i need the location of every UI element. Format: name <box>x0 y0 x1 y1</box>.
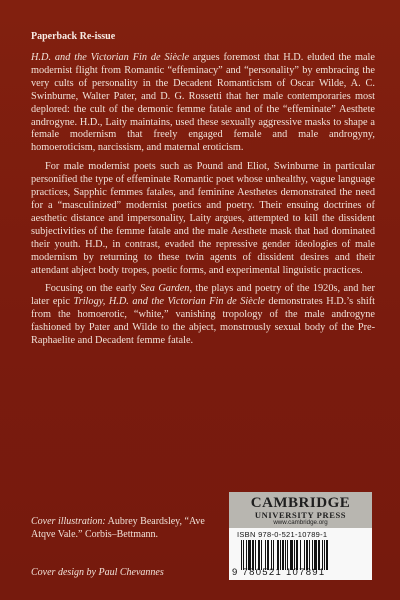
blurb-paragraph-2: For male modernist poets such as Pound and Eliot, Swinburne in particular personified the type of effeminate Romantic poet whose unhealthy, vague language practices, Sapphic femmes fatales, and feminine Aesthetes demonstrated the need for a “masculinized” modernist poetics and poetry. Their ensuing doctrines of aesthetic distance and impersonality, Laity argues, attempted to kill the dissident subjectivities of the femme fatale and the male Aesthete mask that had dominated their youth. H.D., in contrast, evaded the repressive gender ideologies of male modernism by returning to these twin agents of dissident desires and their attendant abject body tropes, poetic forms, and experimental linguistic practices. <box>31 161 375 276</box>
barcode-image <box>241 540 363 570</box>
p3-part-a: Focusing on the early <box>45 283 141 295</box>
publisher-name: CAMBRIDGE <box>250 495 351 511</box>
cover-illustration-credit <box>31 516 221 541</box>
p3-part-b: , the plays and poetry of the 1920s, and her later epic <box>31 283 375 308</box>
cover-design-credit <box>31 567 164 580</box>
barcode-digits: 9 780521 107891 <box>232 567 326 578</box>
sea-garden-title: Sea Garden <box>140 283 190 295</box>
blurb-paragraph-1 <box>31 52 375 155</box>
trilogy-title: Trilogy, H.D. and the Victorian Fin de Siècle <box>73 296 265 308</box>
isbn-text: ISBN 978-0-521-10789-1 <box>237 530 328 539</box>
illustration-text: Aubrey Beardsley, “Ave Atqve Vale.” Corbis–Bettmann. <box>31 516 205 540</box>
publisher-subtitle: UNIVERSITY PRESS <box>254 510 347 520</box>
blurb-paragraph-3 <box>31 283 375 348</box>
publisher-band <box>229 492 372 528</box>
illustration-label: Cover illustration: <box>31 516 106 527</box>
design-credit-text: Cover design by Paul Chevannes <box>31 567 164 578</box>
reissue-label: Paperback Re-issue <box>31 31 116 42</box>
p3-part-c: demonstrates H.D.’s shift from the homoerotic, “white,” vanishing tropology of the male androgyne fashioned by Pater and Wilde to the abject, monstrously sexual body of the Pre-Raphaelite and Decadent femme fatale. <box>31 296 376 347</box>
blurb <box>31 52 375 354</box>
publisher-barcode-box <box>229 492 372 580</box>
publisher-url: www.cambridge.org <box>273 519 328 526</box>
blurb-paragraph-1-text: argues foremost that H.D. eluded the male modernist flight from Romantic “effeminacy” and “personality” by embracing the very cults of personality in the Decadent Romanticism of Oscar Wilde, A. C. Swinburne, Walter Pater, and D. G. Rossetti that her male contemporaries most deplored: the cult of the demonic femme fatale and of the “effeminate” Aesthete androgyne. H.D., Laity maintains, used these sexually aggressive masks to shape a female modernism that freely engaged female and male androgyny, homoeroticism, narcissism, and maternal eroticism. <box>31 52 375 154</box>
book-title-italic: H.D. and the Victorian Fin de Siècle <box>31 52 190 63</box>
